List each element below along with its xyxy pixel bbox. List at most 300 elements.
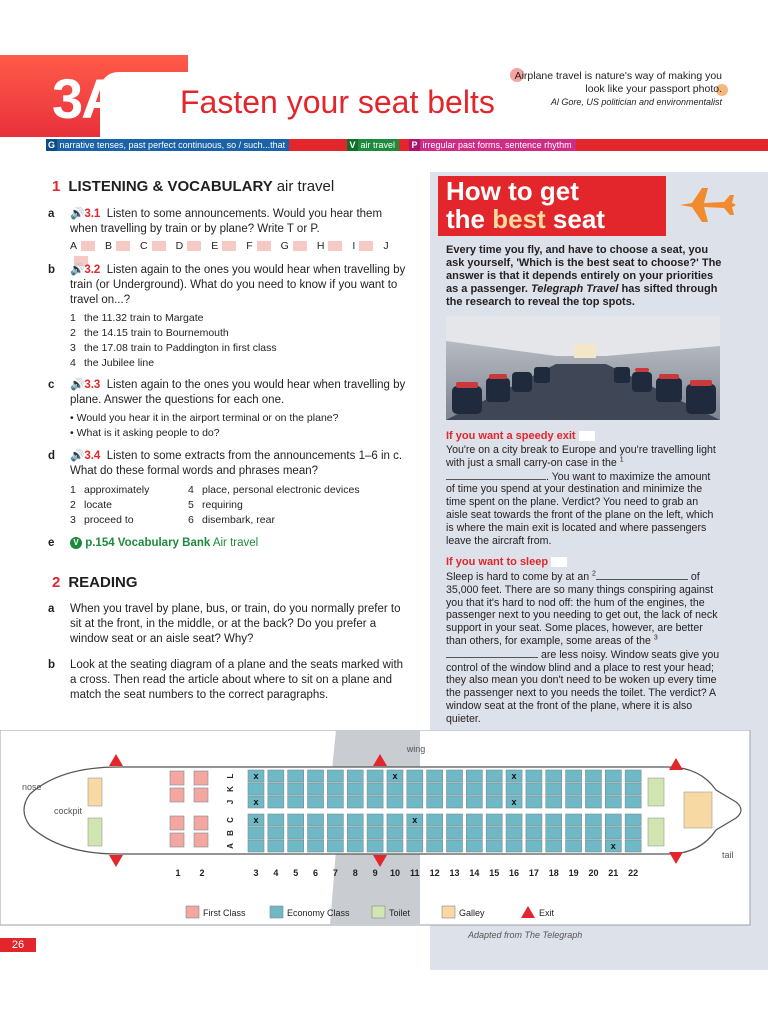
gap-blank[interactable] — [446, 648, 538, 658]
seat-letter: A — [226, 843, 235, 849]
seat-letter: C — [226, 817, 235, 823]
grammar-tag — [46, 139, 289, 151]
seat-20C[interactable] — [585, 814, 601, 826]
seat-22K[interactable] — [625, 783, 641, 795]
answer-box[interactable] — [359, 241, 373, 251]
seat-5J[interactable] — [288, 796, 304, 808]
item-letter: d — [48, 450, 56, 462]
row-number: 22 — [628, 868, 639, 878]
seat-19K[interactable] — [566, 783, 582, 795]
seat-5A[interactable] — [288, 840, 304, 852]
audio-icon[interactable]: 🔊 — [70, 379, 85, 391]
item-letter: a — [48, 603, 55, 615]
seat-cross: x — [253, 797, 259, 807]
row-number: 18 — [548, 868, 559, 878]
audio-track: 3.1 — [84, 208, 101, 220]
seat-13L[interactable] — [447, 770, 463, 782]
unit-number: 3A — [52, 67, 120, 130]
p1-text-b: . You want to maximize the amount of time you spend at your destination and minimize the time spent on the plane. Verdict? You need to grab an aisle seat towards the front of the plane on the left, which is where the main exit is located and where passengers leave the aircraft from. — [446, 470, 714, 547]
item-text: the 11.32 train to Margate — [84, 312, 204, 324]
seat-7A[interactable] — [327, 840, 343, 852]
title-seat: seat — [545, 204, 605, 234]
row-number: 14 — [469, 868, 480, 878]
seat-12J[interactable] — [427, 796, 443, 808]
answer-box-label: C — [140, 240, 148, 252]
intro-part1: Every time you fly, and have to choose a seat, you ask yourself, 'Which is the best seat to choose?' The answer is that it depends entirely on your priorities as a passenger. — [446, 244, 722, 295]
section1-heading — [52, 178, 334, 195]
seat-16B[interactable] — [506, 827, 522, 839]
seat-4B[interactable] — [268, 827, 284, 839]
item-number: 2 — [70, 327, 76, 339]
seat-22L[interactable] — [625, 770, 641, 782]
item-number: 3 — [70, 514, 76, 526]
seat-6C[interactable] — [308, 814, 324, 826]
seat-1L[interactable] — [170, 771, 184, 785]
legend-label: Exit — [539, 908, 555, 918]
seat-15B[interactable] — [486, 827, 502, 839]
galley — [88, 778, 102, 806]
item-number: 4 — [188, 484, 194, 496]
phrase-item — [188, 483, 410, 498]
item-text: the 14.15 train to Bournemouth — [84, 327, 229, 339]
seat-9J[interactable] — [367, 796, 383, 808]
seat-cross: x — [511, 771, 517, 781]
seat-14C[interactable] — [466, 814, 482, 826]
train-list — [70, 311, 410, 371]
seat-19L[interactable] — [566, 770, 582, 782]
phrases-col1 — [70, 483, 185, 528]
answer-box[interactable] — [222, 241, 236, 251]
row-number: 16 — [509, 868, 520, 878]
row-number: 19 — [568, 868, 579, 878]
seat-22A[interactable] — [625, 840, 641, 852]
page-number: 26 — [0, 938, 36, 952]
title-the: the — [446, 204, 493, 234]
seat-4J[interactable] — [268, 796, 284, 808]
gap-number: 2 — [592, 570, 596, 578]
title-best: best — [492, 204, 546, 234]
seat-10B[interactable] — [387, 827, 403, 839]
item-text: the 17.08 train to Paddington in first class — [84, 342, 277, 354]
phrases-col2 — [188, 483, 410, 528]
seat-17K[interactable] — [526, 783, 542, 795]
paragraph1 — [446, 444, 722, 547]
seat-2L[interactable] — [194, 771, 208, 785]
gap-number: 3 — [653, 634, 658, 642]
item-text: approximately — [84, 484, 150, 496]
seat-11A[interactable] — [407, 840, 423, 852]
bullet-item: • Would you hear it in the airport terminal or on the plane? — [70, 412, 339, 424]
seat-7J[interactable] — [327, 796, 343, 808]
answer-box[interactable] — [328, 241, 342, 251]
seat-13C[interactable] — [447, 814, 463, 826]
legend-swatch — [270, 906, 283, 918]
seat-letter: L — [226, 773, 235, 779]
seat-15K[interactable] — [486, 783, 502, 795]
seat-21K[interactable] — [605, 783, 621, 795]
seat-7B[interactable] — [327, 827, 343, 839]
seat-11K[interactable] — [407, 783, 423, 795]
seat-14A[interactable] — [466, 840, 482, 852]
row-number: 13 — [449, 868, 460, 878]
quote-author: Al Gore, US politician and environmentalist — [550, 97, 722, 107]
audio-icon[interactable]: 🔊 — [70, 450, 85, 462]
seat-8A[interactable] — [347, 840, 363, 852]
seat-10A[interactable] — [387, 840, 403, 852]
vocabulary-bank-ref: p.154 Vocabulary Bank — [85, 537, 211, 549]
seat-1A[interactable] — [170, 833, 184, 847]
seat-18K[interactable] — [546, 783, 562, 795]
list-item — [70, 356, 410, 371]
section2-number: 2 — [52, 574, 61, 591]
seat-17J[interactable] — [526, 796, 542, 808]
exercise-1d — [70, 449, 410, 479]
exercise-1d-text: Listen to some extracts from the announcements 1–6 in c. What do these formal words and phrases mean? — [70, 450, 403, 477]
seat-14K[interactable] — [466, 783, 482, 795]
exercise-2b-text: Look at the seating diagram of a plane and the seats marked with a cross. Then read the article about where to sit on a plane and match the seat numbers to the correct paragraphs. — [70, 659, 404, 701]
answer-box[interactable] — [257, 241, 271, 251]
answer-box-label: F — [246, 240, 253, 252]
seat-1C[interactable] — [170, 816, 184, 830]
seat-22J[interactable] — [625, 796, 641, 808]
item-letter: b — [48, 659, 56, 671]
row-number: 10 — [389, 868, 400, 878]
gap-number: 1 — [619, 456, 624, 464]
p2-text-a: Sleep is hard to come by at an — [446, 571, 593, 583]
toilet — [88, 818, 102, 846]
seat-18A[interactable] — [546, 840, 562, 852]
paragraph2 — [446, 570, 722, 726]
row-number: 5 — [293, 868, 299, 878]
paragraph2-heading — [446, 556, 567, 568]
seat-17L[interactable] — [526, 770, 542, 782]
seat-17A[interactable] — [526, 840, 542, 852]
seat-4L[interactable] — [268, 770, 284, 782]
seat-16K[interactable] — [506, 783, 522, 795]
item-number: 1 — [70, 312, 76, 324]
seat-20L[interactable] — [585, 770, 601, 782]
answer-box[interactable] — [187, 241, 201, 251]
seat-18B[interactable] — [546, 827, 562, 839]
item-text: locate — [84, 499, 113, 511]
cabin-photo — [446, 316, 720, 420]
answer-box[interactable] — [116, 241, 130, 251]
section2-title: READING — [68, 574, 138, 591]
vocabulary-letter: V — [347, 139, 358, 151]
vocabulary-icon: V — [70, 537, 82, 549]
phrase-item — [188, 513, 410, 528]
row-number: 17 — [528, 868, 539, 878]
article-intro — [446, 244, 724, 309]
seat-6L[interactable] — [308, 770, 324, 782]
seat-19J[interactable] — [566, 796, 582, 808]
intro-brand: Telegraph Travel — [531, 283, 619, 295]
paragraph1-heading-text: If you want a speedy exit — [446, 430, 576, 442]
phrase-item — [70, 483, 185, 498]
legend-label: Galley — [459, 908, 485, 918]
seat-15L[interactable] — [486, 770, 502, 782]
legend-swatch — [372, 906, 385, 918]
row-number: 21 — [608, 868, 619, 878]
seat-19C[interactable] — [566, 814, 582, 826]
p2-text-b: of 35,000 feet. There are so many things conspiring against you that it's hard to nod off: the hum of the engines, the passenger next to you needing to get out, the lack of neck support in your seat. Some places, however, are better than others, for example, some areas of the — [446, 571, 718, 647]
audio-track: 3.3 — [84, 379, 101, 391]
seat-18L[interactable] — [546, 770, 562, 782]
intro-part2: has sifted through the research to reveal the top spots. — [446, 283, 718, 308]
seat-12L[interactable] — [427, 770, 443, 782]
seat-19B[interactable] — [566, 827, 582, 839]
p1-text-a: You're on a city break to Europe and you're travelling light with just a small carry-on case in the — [446, 444, 716, 469]
seat-13J[interactable] — [447, 796, 463, 808]
bullet-item: • What is it asking people to do? — [70, 427, 220, 439]
vocabulary-bank-link[interactable] — [70, 536, 410, 551]
legend-swatch — [186, 906, 199, 918]
seat-2A[interactable] — [194, 833, 208, 847]
item-letter: b — [48, 264, 56, 276]
pronunciation-text: irregular past forms, sentence rhythm — [422, 140, 572, 150]
exercise-1b-text: Listen again to the ones you would hear when travelling by train (or Underground). What do you need to know if you want to travel on...? — [70, 264, 406, 306]
item-text: requiring — [202, 499, 243, 511]
seat-5L[interactable] — [288, 770, 304, 782]
seat-3K[interactable] — [248, 783, 264, 795]
item-text: place, personal electronic devices — [202, 484, 360, 496]
section1-title: LISTENING & VOCABULARY — [68, 178, 273, 195]
toilet — [648, 778, 664, 806]
seat-12C[interactable] — [427, 814, 443, 826]
seat-3A[interactable] — [248, 840, 264, 852]
audio-track: 3.4 — [84, 450, 101, 462]
pronunciation-letter: P — [409, 139, 420, 151]
audio-icon[interactable]: 🔊 — [70, 208, 85, 220]
article-title — [446, 177, 605, 233]
seat-2J[interactable] — [194, 788, 208, 802]
legend-swatch — [442, 906, 455, 918]
list-item — [70, 311, 410, 326]
exercise-1c — [70, 378, 410, 408]
seat-16A[interactable] — [506, 840, 522, 852]
seat-9K[interactable] — [367, 783, 383, 795]
answer-box[interactable] — [293, 241, 307, 251]
row-number: 3 — [253, 868, 259, 878]
exercise-1a — [70, 207, 410, 237]
legend-label: Economy Class — [287, 908, 350, 918]
seat-21J[interactable] — [605, 796, 621, 808]
seat-12A[interactable] — [427, 840, 443, 852]
seat-9B[interactable] — [367, 827, 383, 839]
seat-18C[interactable] — [546, 814, 562, 826]
seat-6J[interactable] — [308, 796, 324, 808]
phrase-item — [70, 513, 185, 528]
list-item — [70, 326, 410, 341]
seat-15A[interactable] — [486, 840, 502, 852]
section1-subtitle: air travel — [276, 178, 335, 195]
wing-label: wing — [406, 744, 426, 754]
seat-13K[interactable] — [447, 783, 463, 795]
seat-14B[interactable] — [466, 827, 482, 839]
answer-box-label: I — [352, 240, 356, 252]
seat-20J[interactable] — [585, 796, 601, 808]
row-number: 20 — [588, 868, 599, 878]
seat-21B[interactable] — [605, 827, 621, 839]
exercise-1c-text: Listen again to the ones you would hear when travelling by plane. Answer the questions for each one. — [70, 379, 406, 406]
seat-2C[interactable] — [194, 816, 208, 830]
seat-letter: B — [226, 830, 235, 836]
vocabulary-text: air travel — [360, 140, 396, 150]
item-number: 4 — [70, 357, 76, 369]
cockpit-label: cockpit — [54, 806, 83, 816]
seat-15J[interactable] — [486, 796, 502, 808]
exercise-2a-text: When you travel by plane, bus, or train, do you normally prefer to sit at the front, in the middle, or at the back? Do you prefer a window seat or an aisle seat? Why? — [70, 603, 401, 645]
seat-20B[interactable] — [585, 827, 601, 839]
answer-box[interactable] — [81, 241, 95, 251]
seat-11J[interactable] — [407, 796, 423, 808]
seat-7K[interactable] — [327, 783, 343, 795]
seat-12K[interactable] — [427, 783, 443, 795]
seat-8K[interactable] — [347, 783, 363, 795]
seat-10J[interactable] — [387, 796, 403, 808]
seat-4C[interactable] — [268, 814, 284, 826]
seat-10K[interactable] — [387, 783, 403, 795]
seat-10C[interactable] — [387, 814, 403, 826]
seat-cross: x — [412, 815, 418, 825]
seat-9C[interactable] — [367, 814, 383, 826]
row-number: 7 — [332, 868, 338, 878]
phrase-item — [188, 498, 410, 513]
item-letter: c — [48, 379, 55, 391]
seat-7L[interactable] — [327, 770, 343, 782]
answer-box-label: B — [105, 240, 113, 252]
seat-21C[interactable] — [605, 814, 621, 826]
seat-8C[interactable] — [347, 814, 363, 826]
seat-18J[interactable] — [546, 796, 562, 808]
seat-22B[interactable] — [625, 827, 641, 839]
seat-6K[interactable] — [308, 783, 324, 795]
gap-blank[interactable] — [446, 470, 546, 480]
answer-box[interactable] — [152, 241, 166, 251]
seat-1J[interactable] — [170, 788, 184, 802]
answer-box-label: G — [280, 240, 289, 252]
item-number: 2 — [70, 499, 76, 511]
airplane-icon — [678, 182, 740, 228]
list-item — [70, 341, 410, 356]
item-number: 5 — [188, 499, 194, 511]
seat-15C[interactable] — [486, 814, 502, 826]
article-title-line2 — [446, 205, 605, 233]
paragraph1-heading — [446, 430, 595, 442]
seat-cross: x — [253, 771, 259, 781]
seat-22C[interactable] — [625, 814, 641, 826]
seat-14L[interactable] — [466, 770, 482, 782]
answer-box-label: A — [70, 240, 78, 252]
seat-5B[interactable] — [288, 827, 304, 839]
item-number: 6 — [188, 514, 194, 526]
unit-title: Fasten your seat belts — [180, 84, 495, 120]
seat-13A[interactable] — [447, 840, 463, 852]
seat-11L[interactable] — [407, 770, 423, 782]
seat-6B[interactable] — [308, 827, 324, 839]
seat-cross: x — [610, 841, 616, 851]
seat-13B[interactable] — [447, 827, 463, 839]
seat-11B[interactable] — [407, 827, 423, 839]
gap-blank[interactable] — [596, 570, 688, 580]
item-text: the Jubilee line — [84, 357, 155, 369]
row-number: 4 — [273, 868, 279, 878]
vocabulary-tag — [347, 139, 399, 151]
phrase-item — [70, 498, 185, 513]
seat-8B[interactable] — [347, 827, 363, 839]
seat-14J[interactable] — [466, 796, 482, 808]
legend-label: Toilet — [389, 908, 411, 918]
seat-8L[interactable] — [347, 770, 363, 782]
source-credit: Adapted from The Telegraph — [468, 930, 583, 940]
item-letter: e — [48, 537, 55, 549]
row-number: 15 — [489, 868, 500, 878]
seat-cross: x — [511, 797, 517, 807]
grammar-text: narrative tenses, past perfect continuous, so / such...that — [59, 140, 286, 150]
article-title-line1: How to get — [446, 176, 579, 206]
seat-6A[interactable] — [308, 840, 324, 852]
legend-label: First Class — [203, 908, 246, 918]
audio-icon[interactable]: 🔊 — [70, 264, 85, 276]
item-letter: a — [48, 208, 55, 220]
seat-cross: x — [253, 815, 259, 825]
topic-bar-end — [611, 139, 768, 151]
paragraph2-heading-text: If you want to sleep — [446, 556, 549, 568]
pronunciation-tag — [409, 139, 576, 151]
seat-3B[interactable] — [248, 827, 264, 839]
seat-cross: x — [392, 771, 398, 781]
seat-7C[interactable] — [327, 814, 343, 826]
seat-20A[interactable] — [585, 840, 601, 852]
answer-box-label: E — [211, 240, 219, 252]
audio-track: 3.2 — [84, 264, 101, 276]
seat-8J[interactable] — [347, 796, 363, 808]
answer-box[interactable] — [579, 431, 595, 441]
seat-4K[interactable] — [268, 783, 284, 795]
item-number: 3 — [70, 342, 76, 354]
galley — [684, 792, 712, 828]
tail-label: tail — [722, 850, 734, 860]
seat-20K[interactable] — [585, 783, 601, 795]
item-text: proceed to — [84, 514, 134, 526]
seat-19A[interactable] — [566, 840, 582, 852]
vocabulary-bank-topic: Air travel — [212, 537, 259, 549]
seat-17C[interactable] — [526, 814, 542, 826]
question-bullets — [70, 411, 410, 441]
seat-21L[interactable] — [605, 770, 621, 782]
seat-9A[interactable] — [367, 840, 383, 852]
answer-box-label: D — [175, 240, 184, 252]
toilet — [648, 818, 664, 846]
answer-box-label: J — [383, 240, 389, 252]
seat-17B[interactable] — [526, 827, 542, 839]
section2-heading — [52, 574, 138, 591]
quote — [500, 70, 722, 109]
seat-4A[interactable] — [268, 840, 284, 852]
item-number: 1 — [70, 484, 76, 496]
seat-5C[interactable] — [288, 814, 304, 826]
seat-5K[interactable] — [288, 783, 304, 795]
seat-9L[interactable] — [367, 770, 383, 782]
answer-box[interactable] — [551, 557, 567, 567]
seating-diagram — [0, 730, 768, 930]
exercise-1b — [70, 263, 410, 308]
seat-12B[interactable] — [427, 827, 443, 839]
row-number: 12 — [429, 868, 440, 878]
row-number: 6 — [313, 868, 319, 878]
seat-16C[interactable] — [506, 814, 522, 826]
exercise-1a-text: Listen to some announcements. Would you hear them when travelling by train or by plane? Write T or P. — [70, 208, 383, 235]
